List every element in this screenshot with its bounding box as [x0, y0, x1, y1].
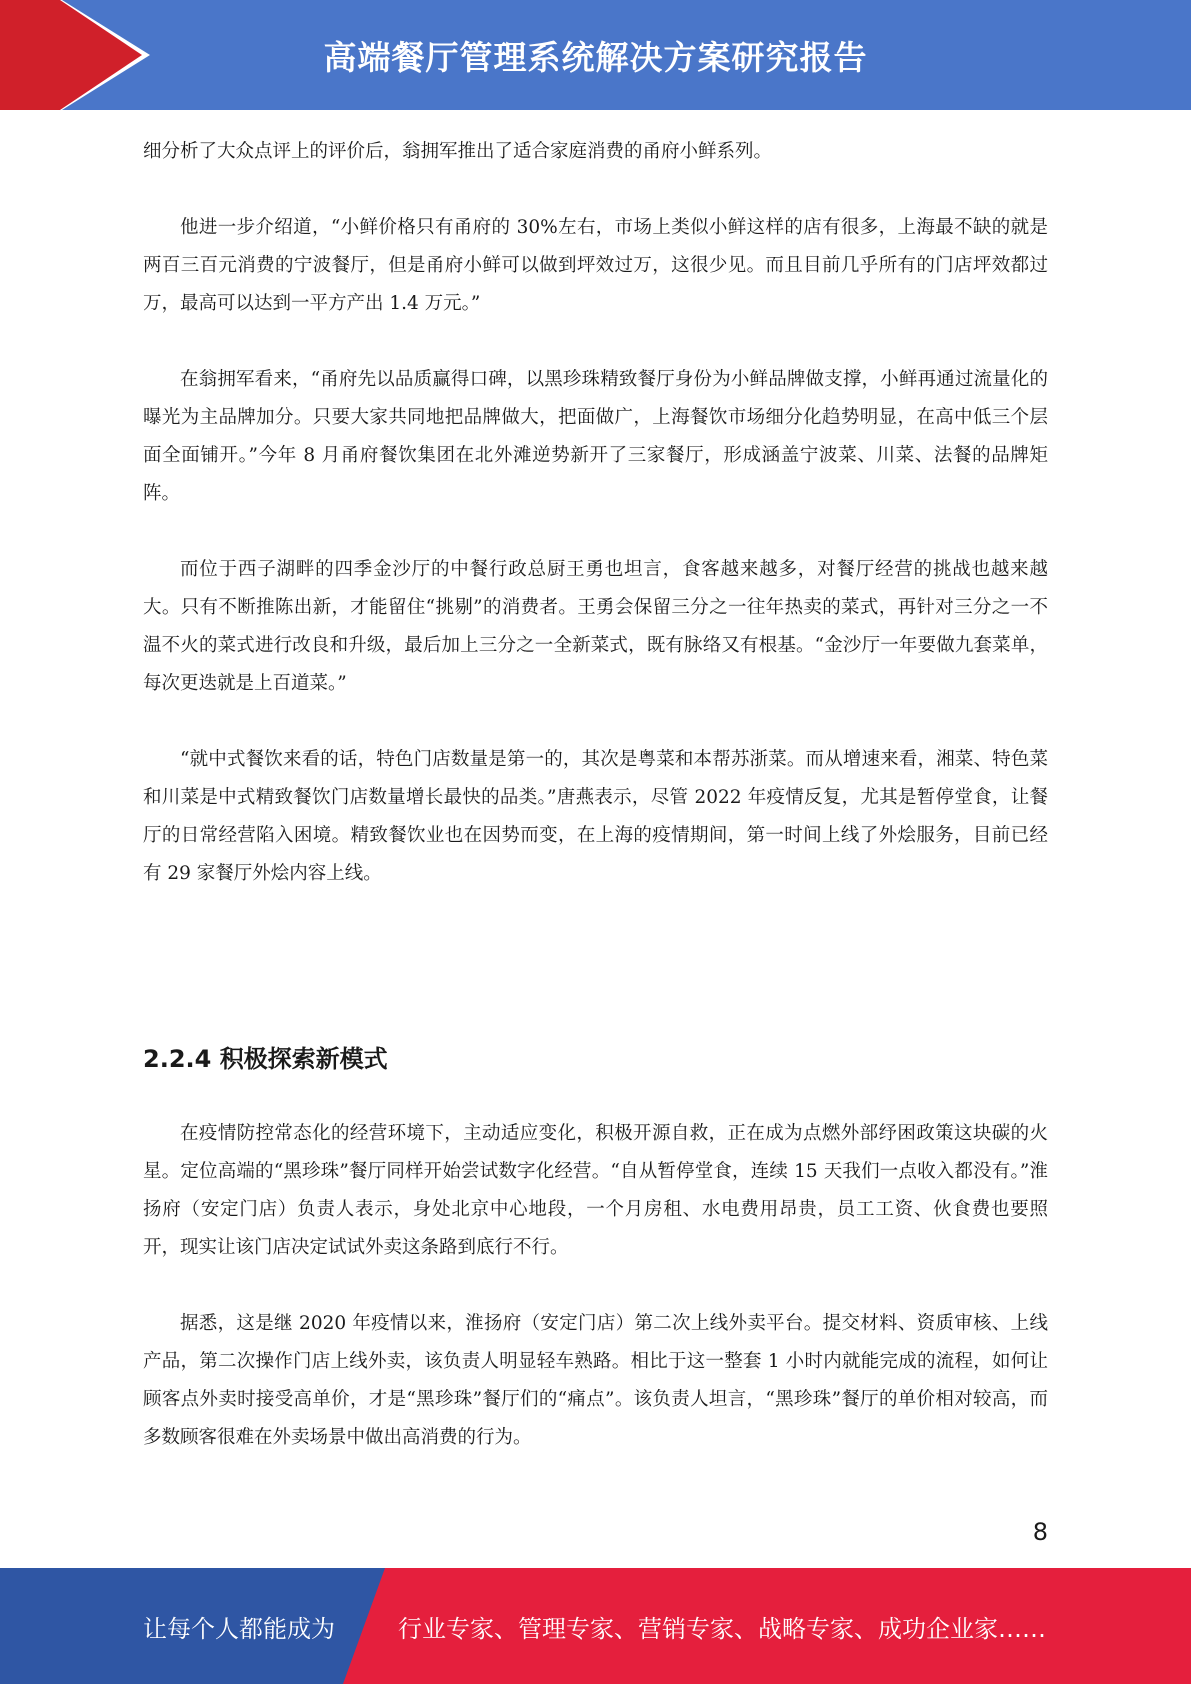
body-paragraph: “就中式餐饮来看的话，特色门店数量是第一的，其次是粤菜和本帮苏浙菜。而从增速来看，湘菜、特色菜和川菜是中式精致餐饮门店数量增长最快的品类。”唐燕表示，尽管 2022 年疫情反复，尤其是暂停堂食，让餐厅的日常经营陷入困境。精致餐饮业也在因势而变，在上海的疫情期间，第一时间上线了外烩服务，目前已经有 29 家餐厅外烩内容上线。 [143, 749, 1048, 884]
page-header [0, 0, 1191, 110]
page-footer [0, 1568, 1191, 1684]
body-paragraph: 据悉，这是继 2020 年疫情以来，淮扬府（安定门店）第二次上线外卖平台。提交材料、资质审核、上线产品，第二次操作门店上线外卖，该负责人明显轻车熟路。相比于这一整套 1 小时内就能完成的流程，如何让顾客点外卖时接受高单价，才是“黑珍珠”餐厅们的“痛点”。该负责人坦言，“黑珍珠”餐厅的单价相对较高，而多数顾客很难在外卖场景中做出高消费的行为。 [143, 1313, 1048, 1448]
section-heading: 2.2.4 积极探索新模式 [143, 1045, 388, 1073]
footer-slogan-left: 让每个人都能成为 [143, 1614, 335, 1643]
body-paragraph: 细分析了大众点评上的评价后，翁拥军推出了适合家庭消费的甬府小鲜系列。 [143, 141, 773, 162]
document-body [143, 133, 1048, 1457]
page-number: 8 [1032, 1518, 1048, 1546]
body-paragraph: 在翁拥军看来，“甬府先以品质赢得口碑，以黑珍珠精致餐厅身份为小鲜品牌做支撑，小鲜再通过流量化的曝光为主品牌加分。只要大家共同地把品牌做大，把面做广，上海餐饮市场细分化趋势明显，在高中低三个层面全面铺开。”今年 8 月甬府餐饮集团在北外滩逆势新开了三家餐厅，形成涵盖宁波菜、川菜、法餐的品牌矩阵。 [143, 369, 1048, 504]
body-paragraph: 而位于西子湖畔的四季金沙厅的中餐行政总厨王勇也坦言，食客越来越多，对餐厅经营的挑战也越来越大。只有不断推陈出新，才能留住“挑剔”的消费者。王勇会保留三分之一往年热卖的菜式，再针对三分之一不温不火的菜式进行改良和升级，最后加上三分之一全新菜式，既有脉络又有根基。“金沙厅一年要做九套菜单，每次更迭就是上百道菜。” [143, 559, 1048, 694]
body-paragraph: 在疫情防控常态化的经营环境下，主动适应变化，积极开源自救，正在成为点燃外部纾困政策这块碳的火星。定位高端的“黑珍珠”餐厅同样开始尝试数字化经营。“自从暂停堂食，连续 15 天我们一点收入都没有。”淮扬府（安定门店）负责人表示，身处北京中心地段，一个月房租、水电费用昂贵，员工工资、伙食费也要照开，现实让该门店决定试试外卖这条路到底行不行。 [143, 1123, 1048, 1258]
report-title: 高端餐厅管理系统解决方案研究报告 [323, 37, 868, 77]
footer-slogan-right: 行业专家、管理专家、营销专家、战略专家、成功企业家…… [398, 1614, 1046, 1643]
body-paragraph: 他进一步介绍道，“小鲜价格只有甬府的 30%左右，市场上类似小鲜这样的店有很多，上海最不缺的就是两百三百元消费的宁波餐厅，但是甬府小鲜可以做到坪效过万，这很少见。而且目前几乎所有的门店坪效都过万，最高可以达到一平方产出 1.4 万元。” [143, 217, 1048, 314]
